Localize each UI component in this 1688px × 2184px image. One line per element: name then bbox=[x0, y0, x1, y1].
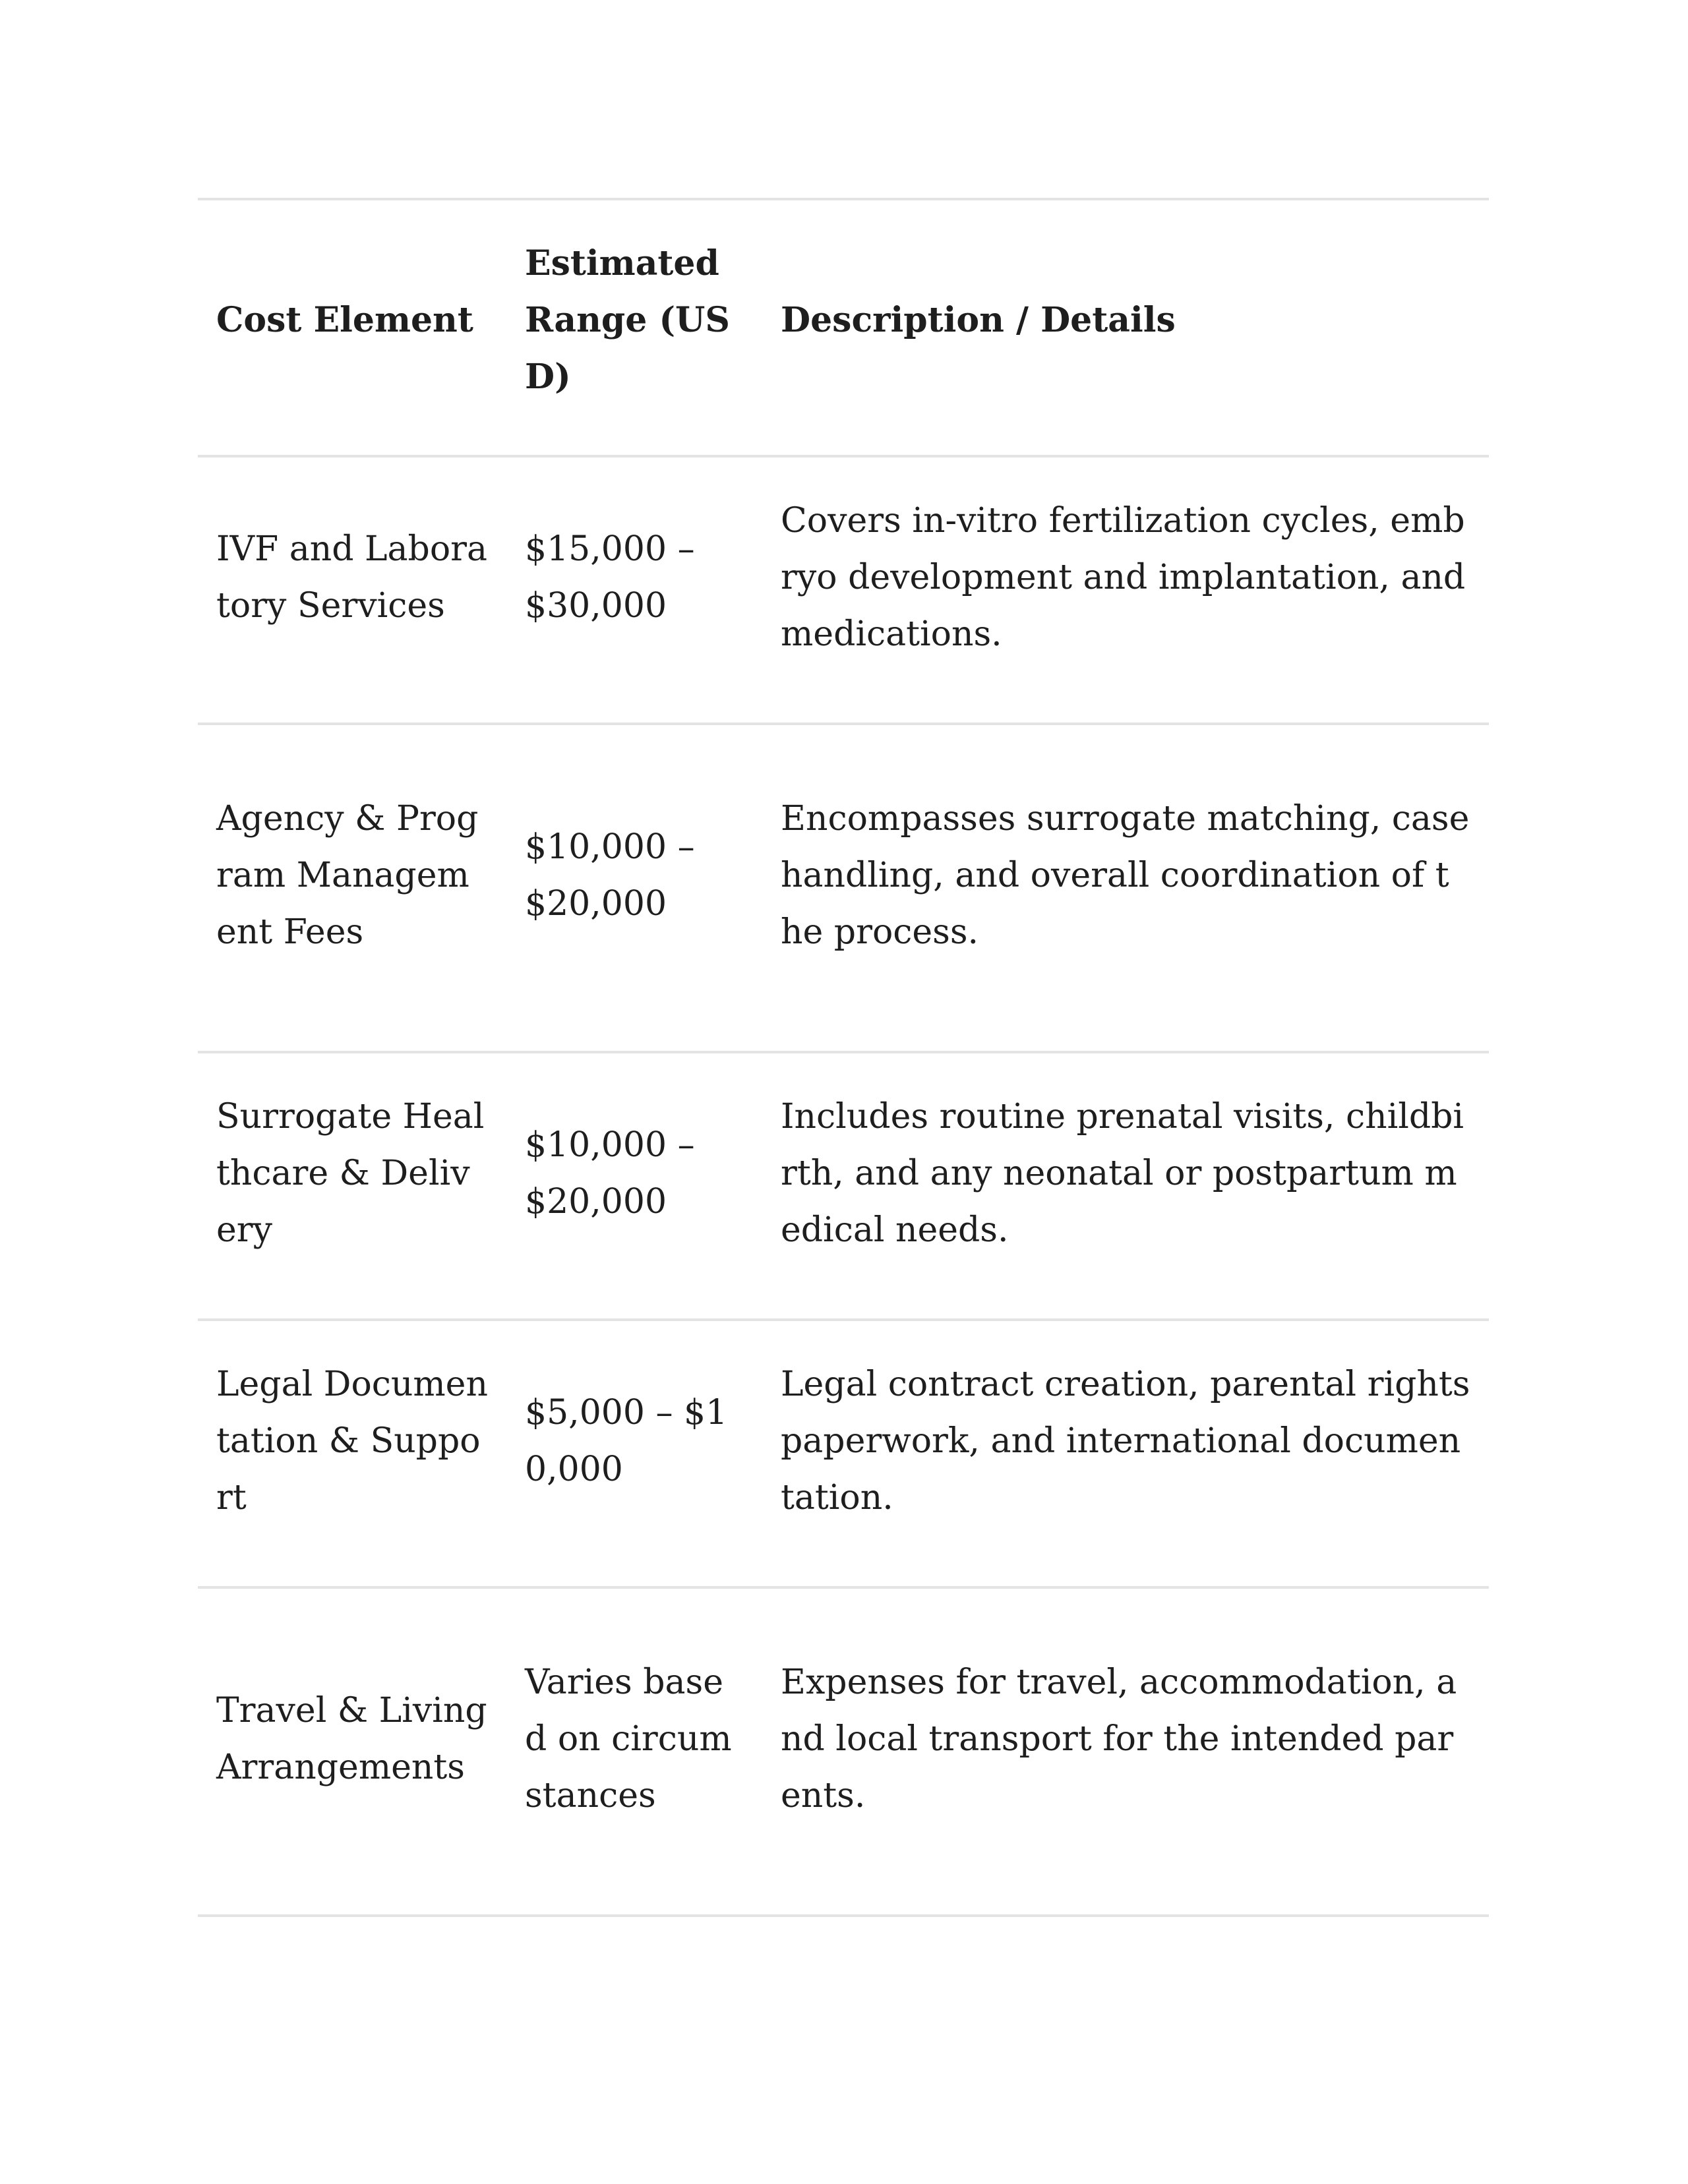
cell-cost-element: Legal Documentation & Support bbox=[216, 1365, 488, 1518]
table-row bbox=[198, 724, 1489, 1052]
cell-cost-element: Agency & Program Management Fees bbox=[216, 799, 479, 952]
cell-estimated-range: $5,000 – $10,000 bbox=[525, 1393, 728, 1489]
cell-estimated-range: $10,000 – $20,000 bbox=[525, 1125, 695, 1222]
cell-description: Covers in-vitro fertilization cycles, embryo development and implantation, and medications. bbox=[781, 501, 1466, 654]
header-cost-element: Cost Element bbox=[216, 300, 473, 340]
header-description: Description / Details bbox=[781, 300, 1176, 340]
cell-description: Legal contract creation, parental rights paperwork, and international documentation. bbox=[781, 1365, 1470, 1518]
cost-table-container bbox=[198, 198, 1489, 1917]
cell-cost-element: Surrogate Healthcare & Delivery bbox=[216, 1097, 485, 1250]
header-estimated-range: Estimated Range (USD) bbox=[525, 243, 730, 397]
table-row bbox=[198, 1320, 1489, 1587]
cell-estimated-range: Varies based on circumstances bbox=[525, 1663, 732, 1815]
cost-table bbox=[198, 198, 1489, 1917]
cell-estimated-range: $15,000 – $30,000 bbox=[525, 529, 695, 626]
table-row bbox=[198, 1587, 1489, 1916]
cell-cost-element: IVF and Laboratory Services bbox=[216, 529, 487, 626]
cell-cost-element: Travel & Living Arrangements bbox=[216, 1691, 487, 1787]
cell-estimated-range: $10,000 – $20,000 bbox=[525, 827, 695, 924]
table-row bbox=[198, 1052, 1489, 1320]
cell-description: Expenses for travel, accommodation, and local transport for the intended parents. bbox=[781, 1663, 1457, 1815]
table-row bbox=[198, 456, 1489, 724]
cell-description: Encompasses surrogate matching, case handling, and overall coordination of the process. bbox=[781, 799, 1470, 952]
cell-description: Includes routine prenatal visits, childbirth, and any neonatal or postpartum medical needs. bbox=[781, 1097, 1464, 1250]
table-header-row bbox=[198, 199, 1489, 456]
